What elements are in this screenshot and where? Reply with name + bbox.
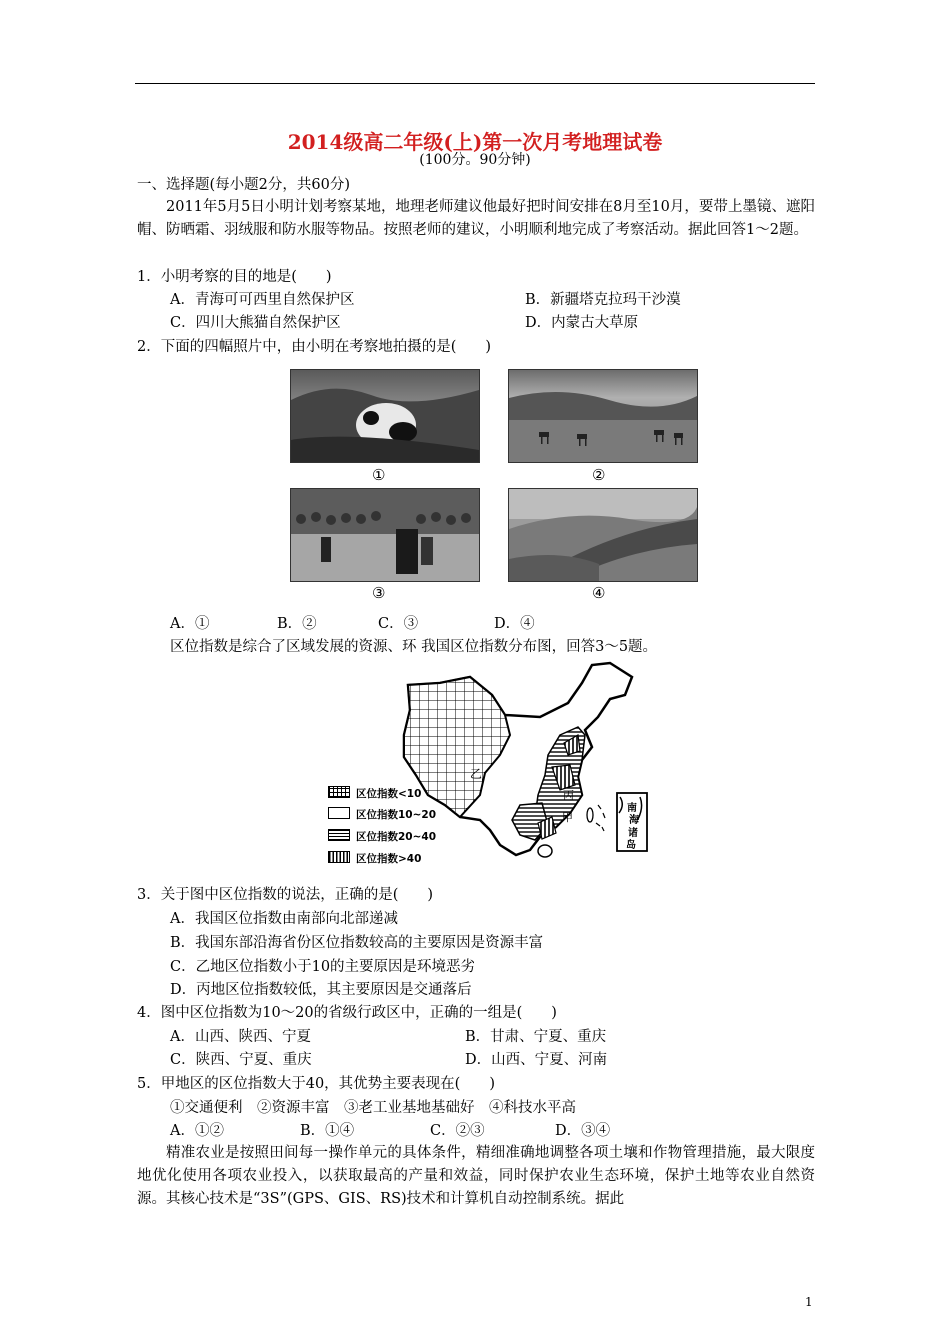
q4-option-c: C．陕西、宁夏、重庆 xyxy=(170,1052,312,1068)
legend-swatch-grid xyxy=(328,786,350,798)
q5-stem: 5．甲地区的区位指数大于40，其优势主要表现在( ) xyxy=(137,1076,495,1092)
q5-statements: ①交通便利 ②资源丰富 ③老工业基地基础好 ④科技水平高 xyxy=(170,1100,576,1116)
antelope-photo-image xyxy=(509,370,697,462)
q4-option-a: A．山西、陕西、宁夏 xyxy=(170,1029,311,1045)
legend-swatch-vlines xyxy=(328,851,350,863)
q2-option-c: C．③ xyxy=(378,616,419,632)
page-number: 1 xyxy=(805,1295,813,1309)
q4-option-d: D．山西、宁夏、河南 xyxy=(465,1052,608,1068)
q3-option-c: C．乙地区位指数小于10的主要原因是环境恶劣 xyxy=(170,959,476,975)
wrestling-photo-image xyxy=(291,489,479,581)
q1-option-c: C．四川大熊猫自然保护区 xyxy=(170,315,341,331)
q5-option-a: A．①② xyxy=(170,1123,224,1139)
desert-photo-image xyxy=(509,489,697,581)
q2-option-d: D．④ xyxy=(494,616,535,632)
intro-paragraph-1: 2011年5月5日小明计划考察某地，地理老师建议他最好把时间安排在8月至10月，要带上墨镜、遮阳帽、防晒霜、羽绒服和防水服等物品。按照老师的建议，小明顺利地完成了考察活动。据此回答1～2题。 xyxy=(137,199,815,238)
q3-option-b: B．我国东部沿海省份区位指数较高的主要原因是资源丰富 xyxy=(170,935,544,951)
legend-item-gt40: 区位指数>40 xyxy=(328,851,421,866)
legend-item-20-40: 区位指数20~40 xyxy=(328,829,436,844)
q4-option-b: B．甘肃、宁夏、重庆 xyxy=(465,1029,607,1045)
exam-title: 2014级高二年级(上)第一次月考地理试卷 xyxy=(287,130,663,154)
map-label-bing: 丙 xyxy=(563,789,574,802)
map-label-yi: 乙 xyxy=(470,767,483,781)
intro-paragraph-2: 区位指数是综合了区域发展的资源、环 我国区位指数分布图，回答3～5题。 xyxy=(170,639,658,655)
photo-wrestling xyxy=(290,488,480,582)
q1-stem: 1．小明考察的目的地是( ) xyxy=(137,269,332,285)
photo-label-3: ③ xyxy=(372,584,386,602)
legend-item-lt10: 区位指数<10 xyxy=(328,786,421,801)
photo-label-4: ④ xyxy=(592,584,606,602)
legend-swatch-blank xyxy=(328,807,350,819)
photo-label-1: ① xyxy=(372,466,386,484)
q1-option-b: B．新疆塔克拉玛干沙漠 xyxy=(525,292,681,308)
q3-option-a: A．我国区位指数由南部向北部递减 xyxy=(170,911,398,927)
q5-option-c: C．②③ xyxy=(430,1123,485,1139)
q2-option-a: A．① xyxy=(170,616,210,632)
q5-option-d: D．③④ xyxy=(555,1123,611,1139)
photo-antelope xyxy=(508,369,698,463)
q3-stem: 3．关于图中区位指数的说法，正确的是( ) xyxy=(137,887,434,903)
exam-subtitle: (100分。90分钟) xyxy=(419,152,531,168)
q4-stem: 4．图中区位指数为10～20的省级行政区中，正确的一组是( ) xyxy=(137,1005,557,1021)
inset-label-2: 海 xyxy=(629,815,639,826)
q1-option-d: D．内蒙古大草原 xyxy=(525,315,639,331)
q1-option-a: A．青海可可西里自然保护区 xyxy=(170,292,355,308)
legend-swatch-hlines xyxy=(328,829,350,841)
q2-option-b: B．② xyxy=(277,616,317,632)
inset-label-3: 诸 xyxy=(628,828,638,839)
inset-label-1: 南 xyxy=(627,803,637,814)
section-heading: 一、选择题(每小题2分，共60分) xyxy=(137,177,350,193)
header-rule xyxy=(135,83,815,84)
photo-panda xyxy=(290,369,480,463)
legend-item-10-20: 区位指数10~20 xyxy=(328,807,436,822)
q5-option-b: B．①④ xyxy=(300,1123,355,1139)
q2-stem: 2．下面的四幅照片中，由小明在考察地拍摄的是( ) xyxy=(137,339,492,355)
photo-label-2: ② xyxy=(592,466,606,484)
inset-label-4: 岛 xyxy=(626,840,636,851)
panda-photo-image xyxy=(291,370,479,462)
map-label-jia: 甲 xyxy=(562,811,573,824)
photo-desert xyxy=(508,488,698,582)
q3-option-d: D．丙地区位指数较低，其主要原因是交通落后 xyxy=(170,982,472,998)
intro-paragraph-3: 精准农业是按照田间每一操作单元的具体条件，精细准确地调整各项土壤和作物管理措施，最大限度地优化使用各项农业投入，以获取最高的产量和效益，同时保护农业生态环境，保护土地等农业自然资源。其核心技术是“3S”(GPS、GIS、RS)技术和计算机自动控制系统。据此 xyxy=(137,1145,815,1207)
